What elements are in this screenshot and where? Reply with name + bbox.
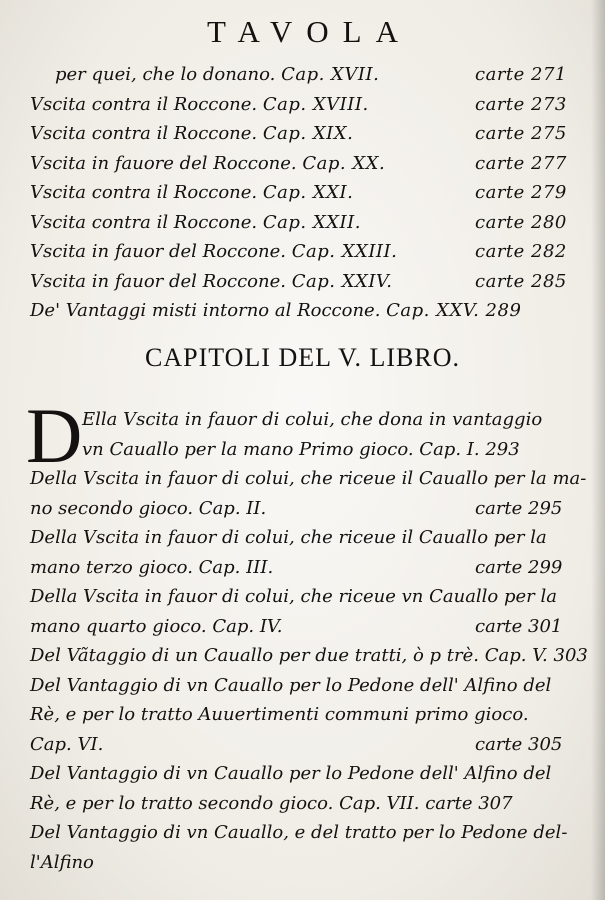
entry-title: Vscita in fauor del Roccone. Cap. XXIV. [30,270,393,292]
chapter-line [30,789,575,819]
chapter-entry [30,523,575,582]
index-entry [30,121,575,147]
chapter-entry [30,464,587,523]
chapter-text: Rè, e per lo tratto secondo gioco. Cap. VII. carte 307 [30,792,513,814]
chapter-line [30,464,587,494]
index-entry [30,92,575,118]
index-entry [30,180,575,206]
entry-chapter: Cap. XXIV. [291,270,393,292]
chapter-page: carte 295 [475,497,563,519]
index-entry [30,210,575,236]
entry-title: De' Vantaggi misti intorno al Roccone. Cap. XXV. 289 [30,300,522,321]
chapter-line [30,848,575,878]
entry-page: carte 277 [475,152,567,174]
chapter-text: vn Cauallo per la mano Primo gioco. Cap. I. 293 [82,438,520,460]
chapter-entry [30,818,575,877]
entry-page: carte 271 [475,64,567,85]
chapter-line [30,405,575,435]
chapter-text: Della Vscita in fauor di colui, che riceue il Cauallo per la ma- [30,468,587,489]
chapter-text: no secondo gioco. Cap. II. [30,497,267,519]
chapter-text: mano terzo gioco. Cap. III. [30,556,274,578]
entry-chapter: Cap. XIX. [262,123,354,144]
entry-title: Vscita contra il Roccone. Cap. XVIII. [30,93,369,115]
chapter-text: Del Vantaggio di vn Cauallo per lo Pedone dell' Alfino del [30,763,552,784]
chapter-line [30,523,575,553]
entry-title: Vscita contra il Roccone. Cap. XIX. [30,123,354,144]
chapter-line [30,759,575,789]
chapter-line [30,641,588,671]
entry-page: carte 275 [475,123,567,144]
entry-page: carte 282 [475,241,567,262]
entry-page: carte 280 [475,211,567,233]
chapter-line [30,494,575,524]
chapter-line [30,818,575,848]
chapter-line [30,582,575,612]
chapter-page: carte 301 [475,615,563,637]
chapter-line [30,730,575,760]
index-entry [30,239,575,265]
chapter-entry [30,641,588,671]
chapter-line [30,612,575,642]
chapter-line [30,435,575,465]
drop-cap: D [26,392,83,479]
index-entry [55,62,575,88]
entry-page: carte 279 [475,182,567,203]
entry-title: per quei, che lo donano. Cap. XVII. [55,64,380,85]
chapter-text: Del Vantaggio di vn Cauallo, e del tratto per lo Pedone del- [30,822,568,843]
chapter-entry [30,582,575,641]
chapter-text: l'Alfino [30,851,94,873]
chapter-entry [30,405,575,464]
entry-chapter: Cap. XX. [302,152,386,174]
entry-chapter: Cap. XXV. 289 [386,300,522,321]
page-edge-shadow [591,0,605,900]
chapter-text: Della Vscita in fauor di colui, che riceue vn Cauallo per la [30,586,557,607]
chapter-list [30,405,588,877]
chapter-entry [30,671,575,760]
index-entry [30,151,575,177]
chapter-line [30,671,575,701]
entry-page: carte 285 [475,270,567,292]
chapter-line [30,553,575,583]
chapter-text: Del Vãtaggio di un Cauallo per due tratti, ò p trè. Cap. V. 303 [30,645,588,666]
entry-title: Vscita contra il Roccone. Cap. XXI. [30,182,354,203]
chapter-text: Ella Vscita in fauor di colui, che dona in vantaggio [82,409,543,430]
entry-chapter: Cap. XVII. [281,64,380,85]
entry-chapter: Cap. XVIII. [262,93,369,115]
chapter-page: carte 299 [475,556,563,578]
chapter-entry [30,759,575,818]
index-entry [30,269,575,295]
entry-chapter: Cap. XXII. [262,211,361,233]
entry-title: Vscita in fauor del Roccone. Cap. XXIII. [30,241,398,262]
entry-title: Vscita contra il Roccone. Cap. XXII. [30,211,361,233]
index-entry [30,298,575,324]
chapter-text: Cap. VI. [30,733,104,755]
chapter-text: Della Vscita in fauor di colui, che riceue il Cauallo per la [30,527,547,548]
entry-chapter: Cap. XXI. [262,182,354,203]
chapter-text: Del Vantaggio di vn Cauallo per lo Pedone dell' Alfino del [30,674,552,696]
entry-title: Vscita in fauore del Roccone. Cap. XX. [30,152,386,174]
section-title: CAPITOLI DEL V. LIBRO. [145,343,460,372]
entry-page: carte 273 [475,93,567,115]
chapter-text: mano quarto gioco. Cap. IV. [30,615,283,637]
chapter-page: carte 305 [475,733,563,755]
chapter-line [30,700,575,730]
running-head: TAVOLA [207,14,412,49]
entry-chapter: Cap. XXIII. [291,241,398,262]
chapter-text: Rè, e per lo tratto Auuertimenti communi primo gioco. [30,704,529,725]
